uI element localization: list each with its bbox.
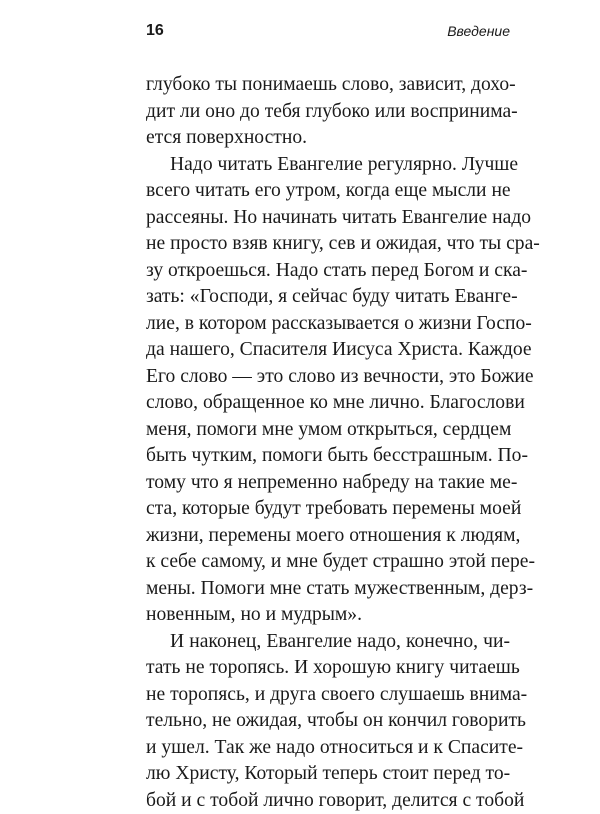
text-line: глубоко ты понимаешь слово, зависит, дохо-: [146, 72, 510, 99]
text-line: меня, помоги мне умом открыться, сердцем: [146, 417, 510, 444]
text-line: к себе самому, и мне будет страшно этой пере-: [146, 549, 510, 576]
text-line: ста, которые будут требовать перемены моей: [146, 496, 510, 523]
text-line: слово, обращенное ко мне лично. Благослови: [146, 390, 510, 417]
running-header: [146, 22, 510, 44]
text-line: не торопясь, и друга своего слушаешь внима-: [146, 682, 510, 709]
text-line: бой и с тобой лично говорит, делится с тобой: [146, 788, 510, 814]
text-line: зать: «Господи, я сейчас буду читать Еванге-: [146, 284, 510, 311]
text-line: и ушел. Так же надо относиться и к Спасите-: [146, 735, 510, 762]
text-line: зу откроешься. Надо стать перед Богом и ска-: [146, 258, 510, 285]
text-line: тому что я непременно набреду на такие ме-: [146, 470, 510, 497]
text-line: И наконец, Евангелие надо, конечно, чи-: [146, 629, 510, 656]
page-number: 16: [146, 22, 164, 40]
text-line: лие, в котором рассказывается о жизни Госпо-: [146, 311, 510, 338]
text-line: мены. Помоги мне стать мужественным, дерз-: [146, 576, 510, 603]
text-line: тать не торопясь. И хорошую книгу читаешь: [146, 655, 510, 682]
text-line: всего читать его утром, когда еще мысли не: [146, 178, 510, 205]
running-title: Введение: [447, 23, 510, 39]
body-text: [146, 72, 510, 814]
text-line: рассеяны. Но начинать читать Евангелие надо: [146, 205, 510, 232]
text-line: да нашего, Спасителя Иисуса Христа. Каждое: [146, 337, 510, 364]
text-line: быть чутким, помоги быть бесстрашным. По-: [146, 443, 510, 470]
text-line: дит ли оно до тебя глубоко или воспринима-: [146, 99, 510, 126]
text-line: лю Христу, Который теперь стоит перед то-: [146, 761, 510, 788]
text-line: Его слово — это слово из вечности, это Божие: [146, 364, 510, 391]
text-line: жизни, перемены моего отношения к людям,: [146, 523, 510, 550]
text-line: ется поверхностно.: [146, 125, 510, 152]
text-line: новенным, но и мудрым».: [146, 602, 510, 629]
text-line: не просто взяв книгу, сев и ожидая, что ты сра-: [146, 231, 510, 258]
text-line: тельно, не ожидая, чтобы он кончил говорить: [146, 708, 510, 735]
text-line: Надо читать Евангелие регулярно. Лучше: [146, 152, 510, 179]
